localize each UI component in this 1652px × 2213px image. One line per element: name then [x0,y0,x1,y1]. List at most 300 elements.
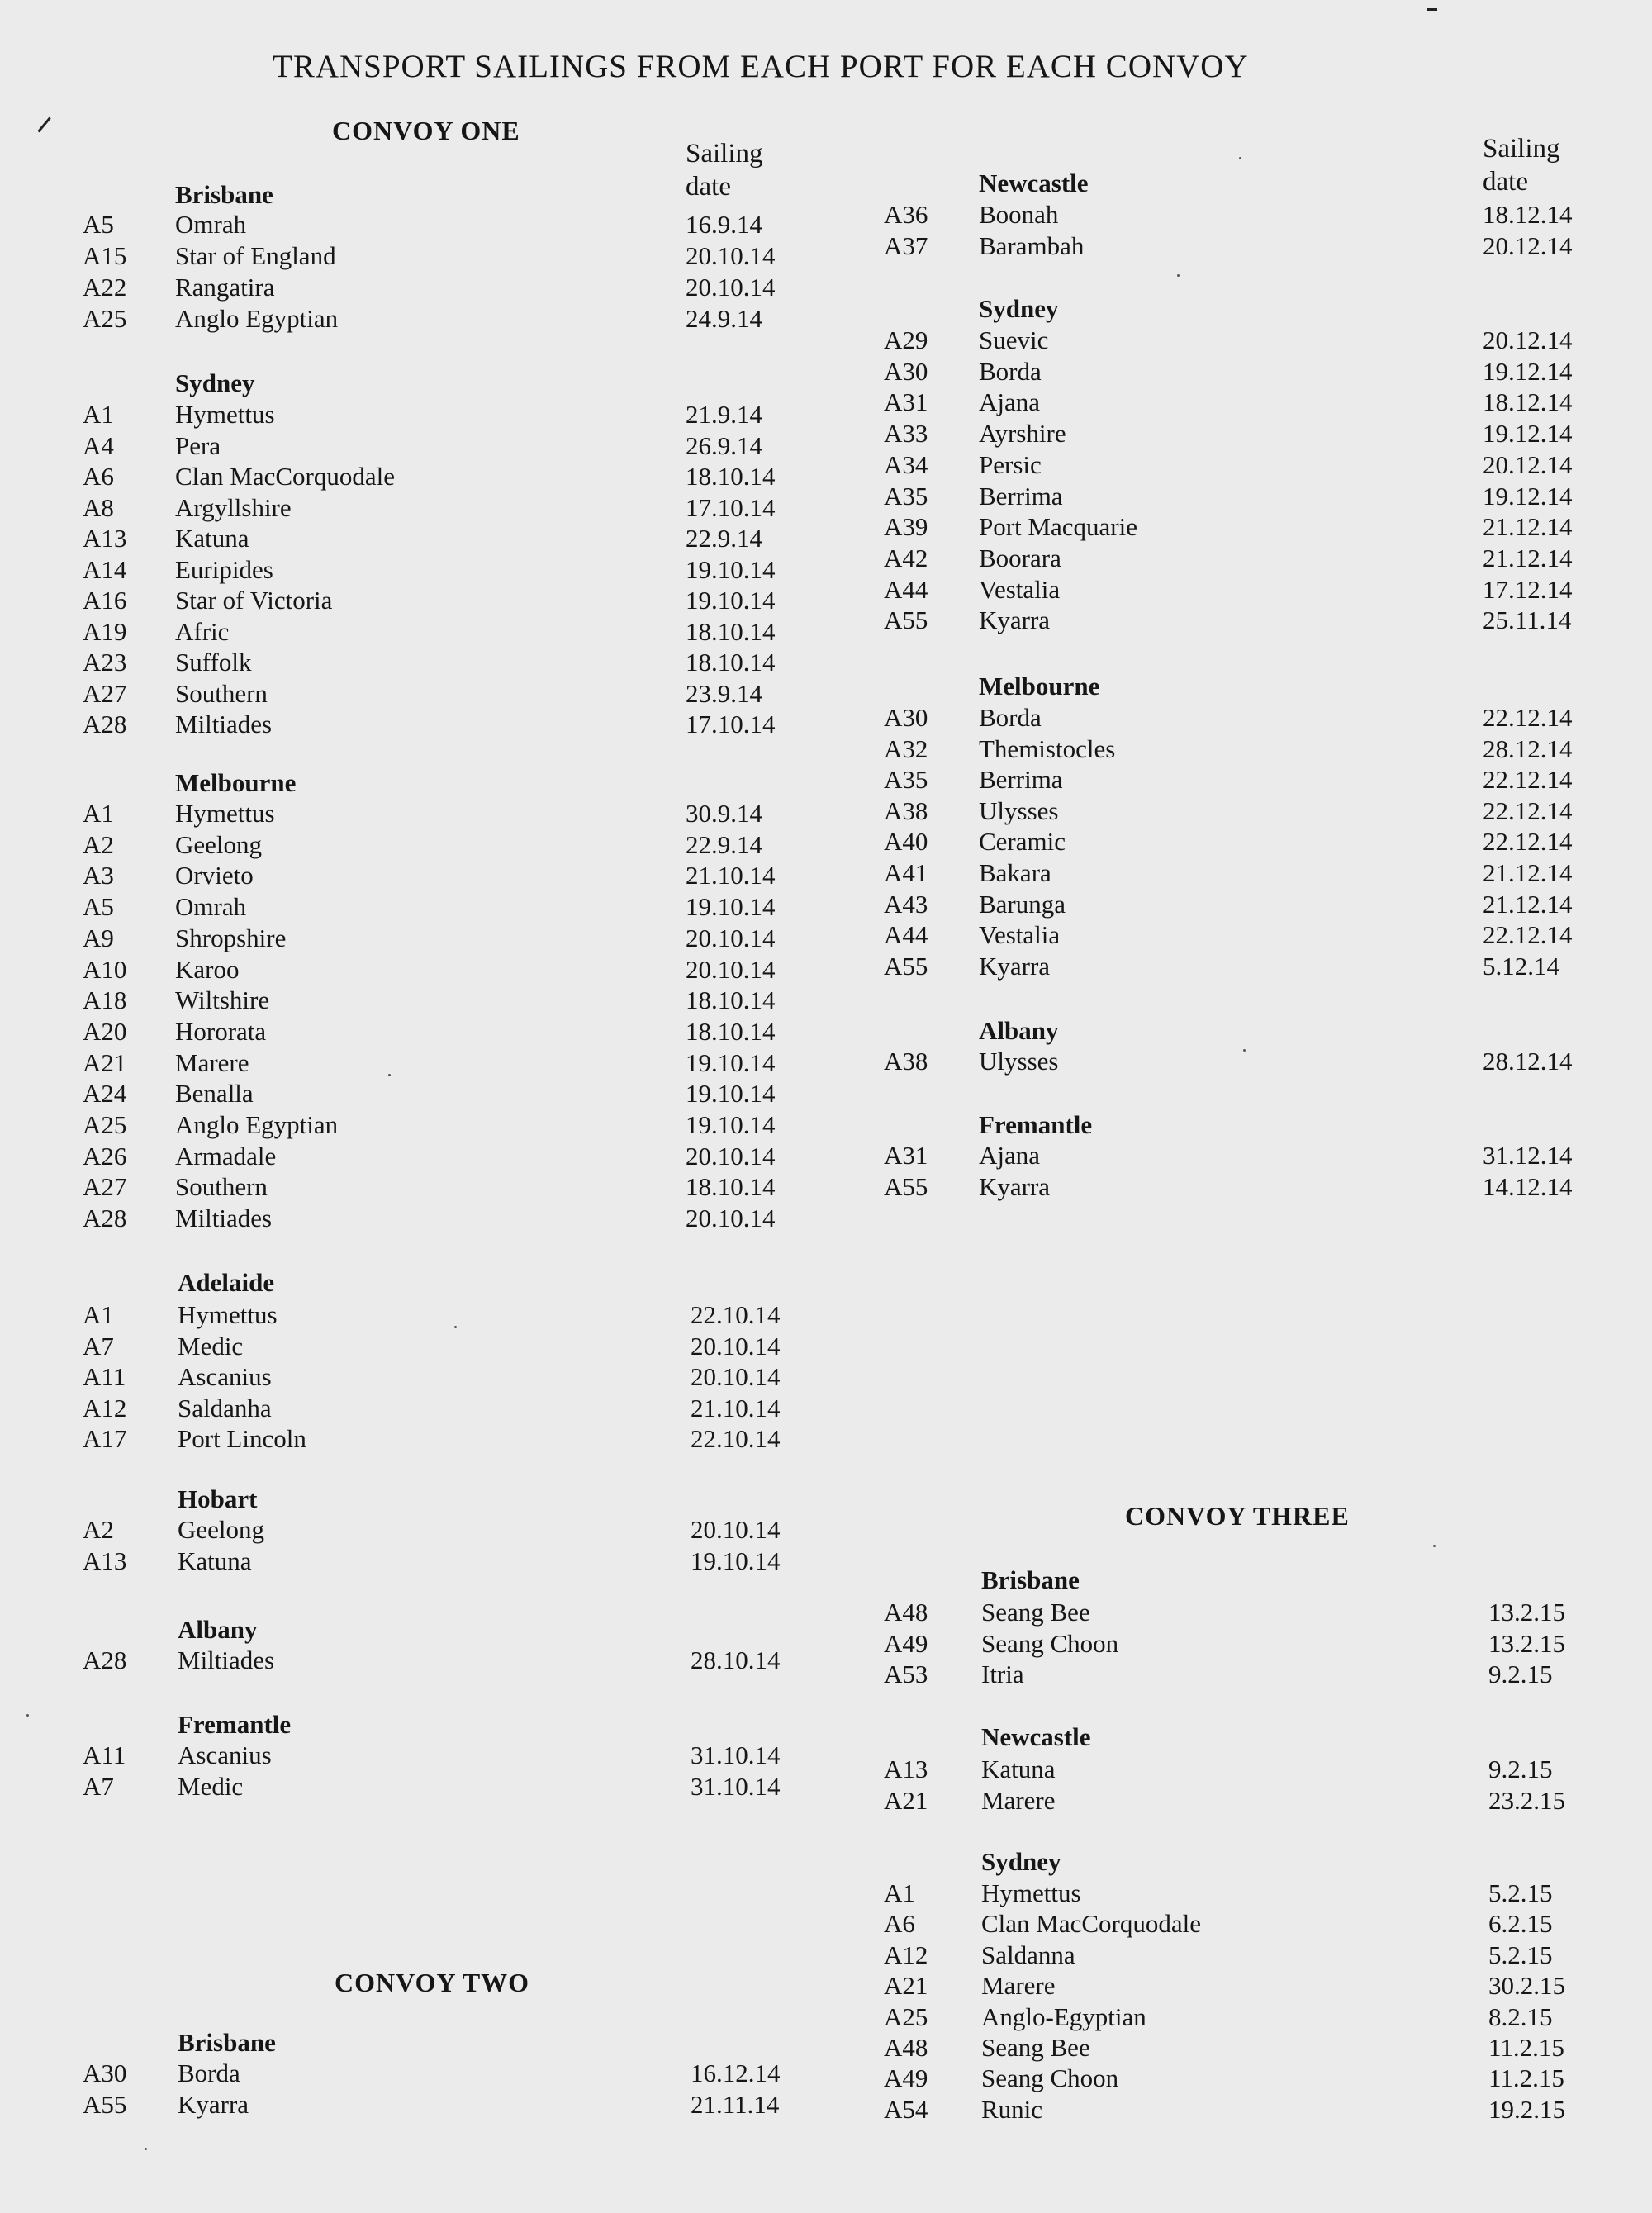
sailing-date: 19.10.14 [686,586,776,615]
transport-code: A11 [83,1740,126,1769]
convoy-one-fremantle-port-heading: Fremantle [178,1710,292,1739]
sailing-date: 19.10.14 [686,1110,776,1139]
ship-name: Ceramic [979,827,1066,857]
convoy-two-brisbane-port-heading: Brisbane [178,2028,276,2057]
ship-name: Kyarra [979,605,1051,635]
ship-name: Clan MacCorquodale [981,1909,1202,1939]
transport-code: A36 [884,200,928,229]
convoy-one-adelaide-port-heading: Adelaide [178,1268,275,1297]
sailing-date: 20.10.14 [686,273,776,302]
transport-code: A13 [83,1546,127,1575]
sailing-date: 18.10.14 [686,616,776,646]
transport-code: A7 [83,1331,114,1361]
ship-name: Euripides [175,554,273,584]
sailing-date: 20.10.14 [686,1204,776,1233]
ship-name: Themistocles [979,734,1116,763]
transport-code: A55 [83,2090,127,2119]
sailing-date-header-left [686,137,763,203]
table-row [0,1300,1652,1332]
ship-name: Katuna [981,1755,1056,1783]
sailing-date: 11.2.15 [1488,2063,1564,2093]
transport-code: A27 [83,678,127,708]
sailing-date: 22.12.14 [1483,827,1573,857]
sailing-date: 22.12.14 [1483,703,1573,732]
ship-name: Star of Victoria [175,586,333,615]
ship-name: Kyarra [979,951,1051,981]
sailing-header-line-1: Sailing [1483,134,1560,164]
table-row [0,827,1652,858]
transport-code: A28 [83,1646,127,1674]
transport-code: A21 [884,1971,928,2001]
transport-code: A31 [884,387,928,417]
sailing-date: 31.10.14 [691,1771,781,1801]
convoy-one-heading: CONVOY ONE [332,116,520,145]
sailing-date: 21.12.14 [1483,889,1573,919]
sailing-date: 20.10.14 [691,1362,781,1391]
ship-name: Barunga [979,889,1066,919]
ship-name: Geelong [175,829,263,859]
ship-name: Orvieto [175,861,254,890]
sailing-date: 16.12.14 [691,2059,781,2087]
transport-code: A37 [884,230,928,260]
table-row [0,858,1652,890]
transport-code: A31 [884,1141,928,1170]
ship-name: Runic [981,2094,1043,2124]
sailing-date: 20.10.14 [686,1141,776,1171]
ship-name: Pera [175,430,221,460]
convoy-three-brisbane-port-heading: Brisbane [981,1565,1080,1594]
transport-code: A6 [83,462,114,491]
sailing-date: 19.10.14 [686,892,776,922]
table-row [0,1047,1652,1078]
table-row [0,273,1652,304]
ship-name: Wiltshire [175,985,270,1015]
sailing-date: 28.10.14 [691,1646,781,1674]
ship-name: Seang Choon [981,2063,1119,2093]
sailing-date: 6.2.15 [1488,1909,1553,1939]
scan-speck [388,1074,391,1076]
table-row [0,1598,1652,1629]
sailing-date: 30.2.15 [1488,1971,1565,2001]
ship-name: Afric [175,616,230,646]
ship-name: Omrah [175,210,247,239]
transport-code: A9 [83,923,114,952]
table-row [0,1909,1652,1940]
sailing-date: 21.11.14 [691,2090,780,2119]
transport-code: A21 [884,1785,928,1815]
ship-name: Anglo-Egyptian [981,2002,1146,2031]
sailing-date: 20.12.14 [1483,449,1573,479]
transport-code: A49 [884,1628,928,1658]
transport-code: A4 [83,430,114,460]
ship-name: Miltiades [178,1646,275,1674]
sailing-date: 21.12.14 [1483,858,1573,887]
transport-code: A55 [884,951,928,981]
transport-code: A15 [83,241,127,270]
transport-code: A12 [884,1940,928,1969]
ship-name: Ascanius [178,1362,272,1391]
ship-name: Borda [979,703,1042,732]
ship-name: Vestalia [979,920,1061,950]
scan-speck [145,2148,147,2150]
ship-name: Seang Choon [981,1628,1119,1658]
transport-code: A25 [83,1110,127,1139]
transport-code: A8 [83,492,114,522]
table-row [0,325,1652,357]
convoy-two-fremantle-port-heading: Fremantle [979,1110,1093,1139]
sailing-date: 21.12.14 [1483,512,1573,542]
sailing-date: 9.2.15 [1488,1755,1553,1783]
table-row [0,1878,1652,1910]
page-title: TRANSPORT SAILINGS FROM EACH PORT FOR EACH CONVOY [273,49,1249,84]
transport-code: A7 [83,1771,114,1801]
ship-name: Port Lincoln [178,1424,306,1453]
ship-name: Armadale [175,1141,277,1171]
table-row [0,890,1652,921]
ship-name: Ajana [979,1141,1041,1170]
ship-name: Anglo Egyptian [175,304,339,333]
scan-speck [1433,1545,1436,1547]
transport-code: A16 [83,586,127,615]
ship-name: Boorara [979,543,1061,572]
sailing-date: 18.10.14 [686,462,776,491]
transport-code: A48 [884,1598,928,1627]
transport-code: A17 [83,1424,127,1453]
table-row [0,2002,1652,2034]
transport-code: A11 [83,1362,126,1391]
sailing-date: 13.2.15 [1488,1628,1565,1658]
transport-code: A42 [884,543,928,572]
sailing-date: 13.2.15 [1488,1598,1565,1627]
transport-code: A35 [884,765,928,795]
sailing-date: 14.12.14 [1483,1171,1573,1201]
table-row [0,1971,1652,2002]
ship-name: Miltiades [175,1204,273,1233]
transport-code: A43 [884,889,928,919]
transport-code: A41 [884,858,928,887]
sailing-date: 19.10.14 [686,1079,776,1109]
transport-code: A30 [83,2059,127,2087]
table-row [0,734,1652,766]
table-row [0,544,1652,575]
ship-name: Anglo Egyptian [175,1110,339,1139]
table-row [0,1515,1652,1546]
table-row [0,920,1652,952]
ship-name: Barambah [979,230,1085,260]
ship-name: Katuna [178,1546,252,1575]
ship-name: Bakara [979,858,1051,887]
ship-name: Omrah [175,892,247,922]
ship-name: Suevic [979,325,1049,354]
table-row [0,1141,1652,1172]
table-row [0,357,1652,388]
transport-code: A5 [83,210,114,239]
scan-speck [1243,1049,1246,1052]
table-row [0,1332,1652,1363]
ship-name: Hymettus [175,400,275,429]
ship-name: Ascanius [178,1740,272,1769]
ship-name: Ajana [979,387,1041,417]
transport-code: A54 [884,2094,928,2124]
table-row [0,703,1652,734]
ship-name: Medic [178,1771,244,1801]
sailing-date: 20.12.14 [1483,230,1573,260]
sailing-date: 20.12.14 [1483,325,1573,354]
transport-code: A30 [884,703,928,732]
table-row [0,450,1652,482]
sailing-date: 26.9.14 [686,430,762,460]
sailing-date: 18.10.14 [686,1172,776,1202]
ship-name: Boonah [979,200,1059,229]
ship-name: Benalla [175,1079,254,1109]
sailing-date: 22.10.14 [691,1424,781,1453]
ship-name: Argyllshire [175,492,292,522]
ship-name: Hororata [175,1016,267,1046]
sailing-date: 28.12.14 [1483,1047,1573,1076]
sailing-date: 18.12.14 [1483,387,1573,417]
sailing-date: 22.9.14 [686,524,762,553]
transport-code: A38 [884,795,928,825]
table-row [0,1204,1652,1235]
sailing-date: 17.10.14 [686,710,776,738]
transport-code: A12 [83,1393,127,1422]
transport-code: A55 [884,1171,928,1201]
table-row [0,2095,1652,2126]
transport-code: A23 [83,648,127,677]
transport-code: A1 [884,1878,915,1907]
table-row [0,1940,1652,1972]
ship-name: Itria [981,1660,1024,1688]
sailing-date: 25.11.14 [1483,605,1572,635]
ship-name: Rangatira [175,273,275,302]
table-row [0,765,1652,796]
sailing-date: 31.12.14 [1483,1141,1573,1170]
convoy-one-brisbane-port-heading: Brisbane [175,180,273,209]
table-row [0,1660,1652,1691]
transport-code: A1 [83,1300,114,1329]
ship-name: Seang Bee [981,2033,1090,2062]
transport-code: A49 [884,2063,928,2093]
table-row [0,482,1652,513]
sailing-date: 21.12.14 [1483,543,1573,572]
transport-code: A39 [884,512,928,542]
transport-code: A10 [83,954,127,984]
sailing-date: 17.10.14 [686,492,776,522]
transport-code: A35 [884,481,928,511]
ship-name: Borda [178,2059,240,2087]
table-row [0,1629,1652,1660]
transport-code: A25 [83,304,127,333]
ship-name: Marere [981,1785,1056,1815]
table-row [0,387,1652,419]
sailing-date: 28.12.14 [1483,734,1573,763]
transport-code: A26 [83,1141,127,1171]
transport-code: A5 [83,892,114,922]
ship-name: Seang Bee [981,1598,1090,1627]
table-row [0,796,1652,828]
sailing-date: 19.10.14 [691,1546,781,1575]
table-row [0,575,1652,606]
table-row [0,2033,1652,2064]
ship-name: Saldanna [981,1940,1075,1969]
transport-code: A30 [884,356,928,386]
transport-code: A22 [83,273,127,302]
scan-speck [454,1326,457,1328]
sailing-date: 18.10.14 [686,1016,776,1046]
transport-code: A2 [83,829,114,859]
transport-code: A44 [884,574,928,604]
table-row [0,419,1652,450]
table-row [0,1017,1652,1048]
ship-name: Southern [175,1172,268,1202]
transport-code: A29 [884,325,928,354]
sailing-date: 21.10.14 [691,1393,781,1422]
ship-name: Hymettus [175,799,275,828]
sailing-date: 9.2.15 [1488,1660,1553,1688]
table-row [0,605,1652,637]
sailing-date: 22.12.14 [1483,765,1573,795]
sailing-date: 19.2.15 [1488,2094,1565,2124]
transport-code: A19 [83,616,127,646]
scan-mark [37,117,50,133]
transport-code: A2 [83,1515,114,1544]
ship-name: Port Macquarie [979,512,1137,542]
table-row [0,952,1652,983]
transport-code: A1 [83,799,114,828]
table-row [0,1172,1652,1204]
scan-speck [26,1714,29,1717]
convoy-three-newcastle-port-heading: Newcastle [981,1722,1091,1751]
ship-name: Medic [178,1331,244,1361]
transport-code: A28 [83,710,127,738]
ship-name: Clan MacCorquodale [175,462,396,491]
transport-code: A27 [83,1172,127,1202]
table-row [0,512,1652,544]
ship-name: Shropshire [175,923,287,952]
scan-mark [1427,8,1437,11]
sailing-date: 23.2.15 [1488,1785,1565,1815]
sailing-date: 19.12.14 [1483,356,1573,386]
sailing-date: 20.10.14 [691,1515,781,1544]
ship-name: Ayrshire [979,419,1066,449]
convoy-two-melbourne-port-heading: Melbourne [979,672,1100,700]
transport-code: A1 [83,400,114,429]
sailing-date: 21.10.14 [686,861,776,890]
ship-name: Southern [175,678,268,708]
sailing-date: 5.2.15 [1488,1940,1553,1969]
transport-code: A24 [83,1079,127,1109]
convoy-three-sydney-port-heading: Sydney [981,1847,1061,1876]
scan-speck [1177,274,1180,277]
transport-code: A13 [83,524,127,553]
sailing-date: 8.2.15 [1488,2002,1553,2031]
table-row [0,1546,1652,1578]
transport-code: A20 [83,1016,127,1046]
ship-name: Hymettus [981,1878,1081,1907]
transport-code: A32 [884,734,928,763]
ship-name: Kyarra [979,1171,1051,1201]
table-row [0,2063,1652,2095]
sailing-date: 19.12.14 [1483,481,1573,511]
transport-code: A6 [884,1909,915,1939]
sailing-date: 17.12.14 [1483,574,1573,604]
transport-code: A25 [884,2002,928,2031]
transport-code: A53 [884,1660,928,1688]
sailing-date: 19.10.14 [686,554,776,584]
convoy-two-heading: CONVOY TWO [335,1968,530,1997]
sailing-date: 20.10.14 [686,954,776,984]
ship-name: Marere [175,1047,249,1077]
sailing-date: 19.12.14 [1483,419,1573,449]
table-row [0,1110,1652,1142]
table-row [0,648,1652,679]
ship-name: Berrima [979,481,1063,511]
ship-name: Geelong [178,1515,265,1544]
table-row [0,985,1652,1017]
ship-name: Persic [979,449,1042,479]
sailing-date: 23.9.14 [686,678,762,708]
ship-name: Borda [979,356,1042,386]
sailing-date: 20.10.14 [691,1331,781,1361]
transport-code: A40 [884,827,928,857]
convoy-three-heading: CONVOY THREE [1125,1501,1350,1531]
sailing-date: 20.10.14 [686,241,776,270]
transport-code: A14 [83,554,127,584]
table-row [0,1394,1652,1425]
ship-name: Vestalia [979,574,1061,604]
transport-code: A48 [884,2033,928,2062]
transport-code: A34 [884,449,928,479]
convoy-one-hobart-port-heading: Hobart [178,1484,258,1513]
convoy-one-sydney-port-heading: Sydney [175,368,255,397]
transport-code: A44 [884,920,928,950]
table-row [0,231,1652,263]
sailing-date: 5.12.14 [1483,951,1559,981]
ship-name: Suffolk [175,648,252,677]
sailing-header-line-2: date [686,172,731,202]
table-row [0,1424,1652,1456]
convoy-one-albany-port-heading: Albany [178,1615,258,1644]
sailing-date: 31.10.14 [691,1740,781,1769]
ship-name: Miltiades [175,710,273,738]
ship-name: Karoo [175,954,240,984]
convoy-two-albany-port-heading: Albany [979,1016,1059,1045]
transport-code: A3 [83,861,114,890]
convoy-one-melbourne-port-heading: Melbourne [175,768,297,797]
sailing-date: 5.2.15 [1488,1878,1553,1907]
sailing-date: 22.9.14 [686,829,762,859]
transport-code: A55 [884,605,928,635]
transport-code: A21 [83,1047,127,1077]
sailing-header-line-2: date [1483,167,1528,197]
transport-code: A33 [884,419,928,449]
transport-code: A28 [83,1204,127,1233]
ship-name: Star of England [175,241,336,270]
ship-name: Hymettus [178,1300,278,1329]
ship-name: Ulysses [979,1047,1059,1076]
sailing-date: 22.12.14 [1483,795,1573,825]
sailing-date: 24.9.14 [686,304,762,333]
transport-code: A38 [884,1047,928,1076]
scan-speck [1239,157,1241,159]
table-row [0,1786,1652,1817]
sailing-date: 16.9.14 [686,210,762,239]
sailing-date-header-right [1483,132,1560,198]
ship-name: Kyarra [178,2090,249,2119]
table-row [0,1362,1652,1394]
table-row [0,1755,1652,1786]
ship-name: Saldanha [178,1393,272,1422]
